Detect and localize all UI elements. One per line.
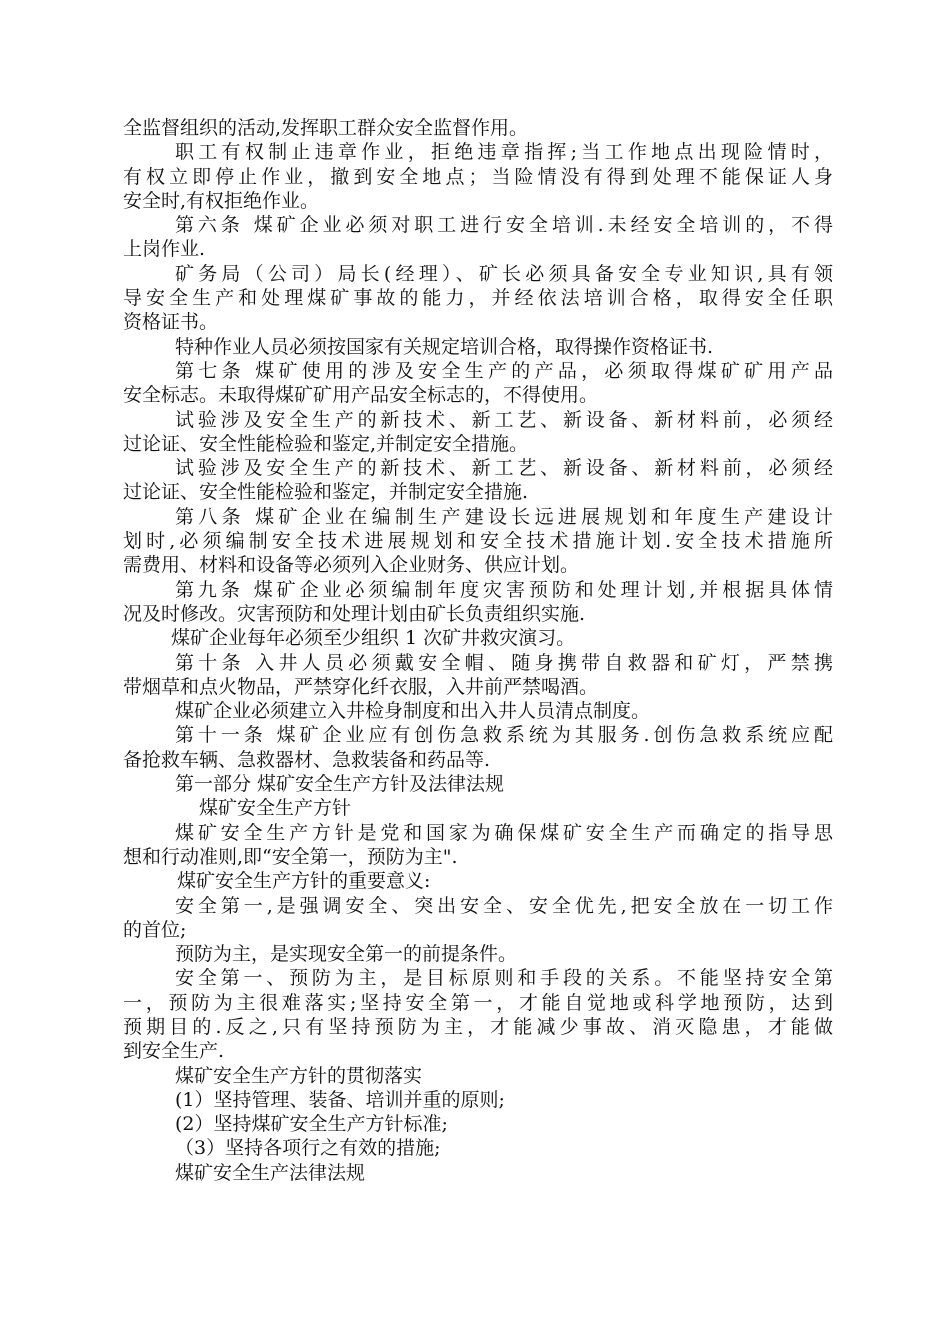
text-line: 煤矿安全生产方针是党和国家为确保煤矿安全生产而确定的指导思 — [175, 821, 833, 844]
text-line: 全监督组织的活动,发挥职工群众安全监督作用。 — [123, 117, 529, 139]
text-line: 导安全生产和处理煤矿事故的能力，并经依法培训合格，取得安全任职 — [123, 287, 833, 310]
text-line: 预期目的.反之,只有坚持预防为主，才能减少事故、消灭隐患，才能做 — [123, 1015, 833, 1038]
text-line: 安全第一、预防为主，是目标原则和手段的关系。不能坚持安全第 — [175, 967, 833, 990]
text-line: 矿务局（公司）局长(经理）、矿长必须具备安全专业知识,具有领 — [175, 262, 833, 285]
text-line: 煤矿安全生产方针的重要意义: — [177, 870, 431, 893]
text-line: 第八条 煤矿企业在编制生产建设长远进展规划和年度生产建设计 — [175, 505, 833, 528]
text-line: 第十一条 煤矿企业应有创伤急救系统为其服务.创伤急救系统应配 — [175, 724, 833, 747]
text-line: 第十条 入井人员必须戴安全帽、随身携带自救器和矿灯，严禁携 — [175, 651, 833, 674]
text-line: 安全时,有权拒绝作业。 — [123, 189, 320, 212]
section-heading: 第一部分 煤矿安全生产方针及法律法规 — [175, 773, 505, 796]
text-line: 安全标志。未取得煤矿矿用产品安全标志的，不得使用。 — [123, 384, 599, 407]
text-line: 预防为主，是实现安全第一的前提条件。 — [175, 943, 518, 966]
text-line: 资格证书。 — [123, 311, 219, 334]
text-line: 煤矿企业必须建立入井检身制度和出入井人员清点制度。 — [175, 700, 651, 723]
text-line: 上岗作业. — [123, 238, 206, 261]
subsection-heading: 煤矿安全生产方针 — [199, 797, 352, 820]
text-line: 过论证、安全性能检验和鉴定，并制定安全措施. — [123, 481, 529, 504]
text-line: 备抢救车辆、急救器材、急救装备和药品等. — [123, 748, 491, 771]
text-line: 煤矿安全生产法律法规 — [175, 1161, 366, 1184]
text-line: 想和行动准则,即“安全第一，预防为主". — [123, 845, 458, 868]
document-body — [123, 116, 833, 1185]
text-line: 到安全生产. — [123, 1040, 225, 1063]
list-item: （3）坚持各项行之有效的措施; — [175, 1137, 441, 1160]
text-line: 况及时修改。灾害预防和处理计划由矿长负责组织实施. — [123, 602, 586, 625]
text-line: 一，预防为主很难落实;坚持安全第一，才能自觉地或科学地预防，达到 — [123, 991, 833, 1014]
text-line: 需费用、材料和设备等必须列入企业财务、供应计划。 — [123, 554, 580, 577]
text-line: 过论证、安全性能检验和鉴定,并制定安全措施。 — [123, 432, 529, 455]
text-line: 职工有权制止违章作业，拒绝违章指挥;当工作地点出现险情时， — [175, 141, 833, 164]
text-line: 第六条 煤矿企业必须对职工进行安全培训.未经安全培训的，不得 — [175, 214, 833, 237]
text-line: 划时,必须编制安全技术进展规划和安全技术措施计划.安全技术措施所 — [123, 530, 833, 553]
text-line: 试验涉及安全生产的新技术、新工艺、新设备、新材料前，必须经 — [175, 408, 833, 431]
text-line: 煤矿安全生产方针的贯彻落实 — [175, 1064, 423, 1087]
text-line: 第七条 煤矿使用的涉及安全生产的产品，必须取得煤矿矿用产品 — [175, 359, 833, 382]
text-line: 特种作业人员必须按国家有关规定培训合格，取得操作资格证书. — [175, 335, 714, 358]
text-line: 带烟草和点火物品，严禁穿化纤衣服，入井前严禁喝酒。 — [123, 675, 599, 698]
list-item: (2）坚持煤矿安全生产方针标准; — [175, 1113, 448, 1136]
text-line: 安全第一,是强调安全、突出安全、安全优先,把安全放在一切工作 — [175, 894, 833, 917]
text-line: 试验涉及安全生产的新技术、新工艺、新设备、新材料前，必须经 — [175, 457, 833, 480]
text-line: 有权立即停止作业，撤到安全地点；当险情没有得到处理不能保证人身 — [123, 165, 833, 188]
text-line: 第九条 煤矿企业必须编制年度灾害预防和处理计划,并根据具体情 — [175, 578, 833, 601]
text-line: 的首位; — [123, 918, 187, 941]
list-item: (1）坚持管理、装备、培训并重的原则; — [175, 1088, 505, 1111]
text-line: 煤矿企业每年必须至少组织 1 次矿井救灾演习。 — [171, 627, 576, 650]
